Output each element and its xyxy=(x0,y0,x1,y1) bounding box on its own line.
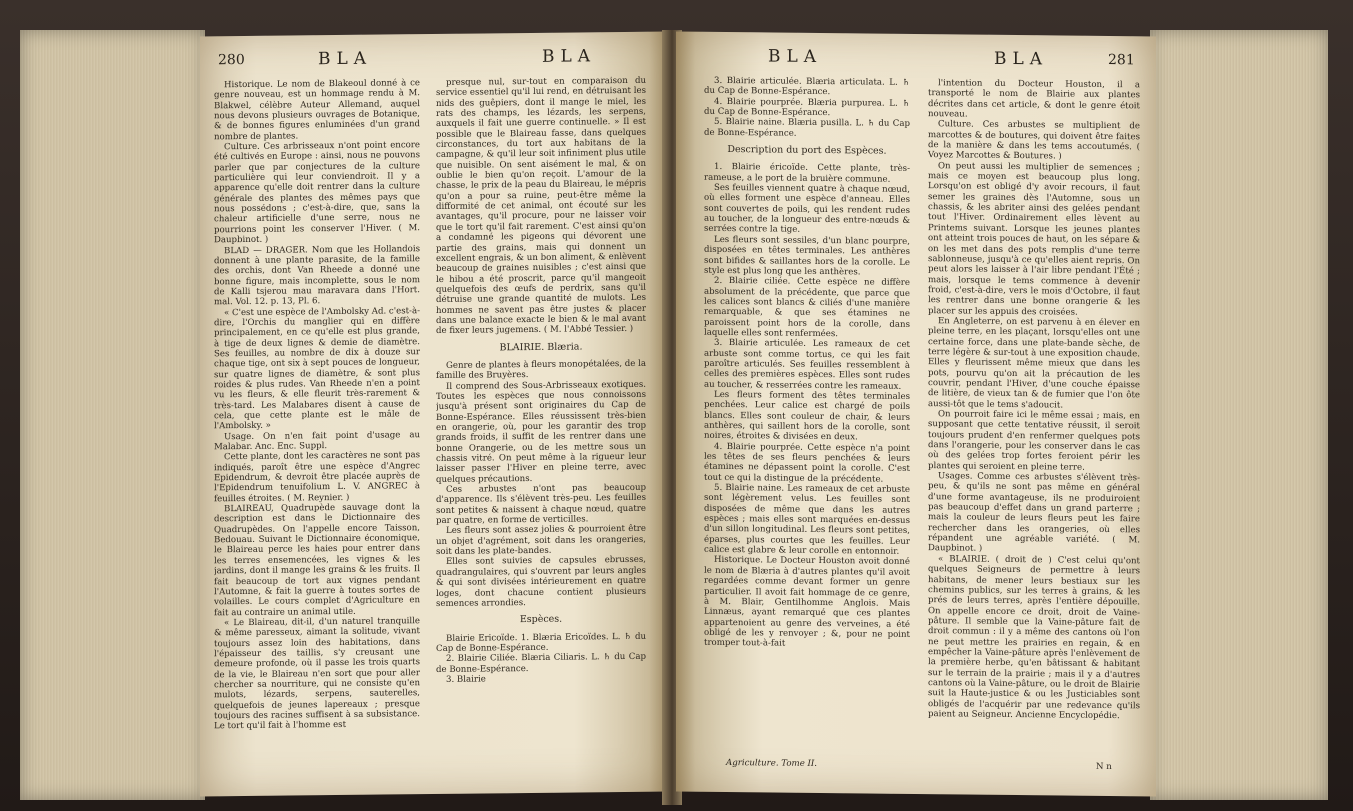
paragraph: « C'est une espèce de l'Ambolsky Ad. c'est-à-dire, l'Orchis du manglier qui en diffère principalement, en ce qu'elle est plus grande, à tige de deux lignes & demie de diamètre. Ses feuilles, au nombre de dix à douze sur chaque tige, ont six à sept pouces de longueur, sur quatre lignes de diamètre, & sont plus roides & plus rudes. Van Rheede n'en a point vu les fleurs, & elle fleurit très-rarement & très-tard. Les Malabares disent à cause de cela, que cette plante est le mâle de l'Ambolsky. » xyxy=(214,305,420,432)
paragraph: 2. Blairie ciliée. Cette espèce ne diffère absolument de la précédente, que parce que les calices sont blancs & ciliés d'une manière remarquable, & que ses étamines ne paroissent point hors de la corolle, dans laquelle elles sont renfermées. xyxy=(704,276,910,340)
paragraph: En Angleterre, on est parvenu à en élever en pleine terre, en les plaçant, lorsqu'elles ont une certaine force, dans une plate-bande sèche, de terre légère & sur-tout à une exposition chaude. Elles y fleurissent même mieux que dans les pots, pourvu qu'on ait la précaution de les couvrir, pendant l'Hiver, d'une couche épaisse de litière, de vieux tan & de fumier que l'on ôte aussi-tôt que le tems s'adoucit. xyxy=(928,316,1140,411)
right-page-edges xyxy=(1150,30,1328,800)
paragraph: Ses feuilles viennent quatre à chaque nœud, où elles forment une espèce d'anneau. Elles sont couvertes de poils, qui les rendent rudes au toucher, de la longueur des entre-nœuds & serrées contre la tige. xyxy=(704,182,910,236)
right-page xyxy=(676,31,1156,796)
paragraph: presque nul, sur-tout en comparaison du service essentiel qu'il lui rend, en détruisant les nids des guêpiers, dont il mange le miel, les rats des champs, les lézards, les serpens, auxquels il fait une guerre continuelle. » Il est possible que le Blaireau fasse, dans quelques circonstances, du tort aux habitans de la campagne, & qu'il leur soit infiniment plus utile que nuisible. On sent aisément le mal, & on oublie le bien qu'on reçoit. L'amour de la chasse, le prix de la peau du Blaireau, le mépris qu'on a pour sa ruine, peut-être même la difformité de cet animal, ont écouté sur les avantages, qu'il procure, pour ne laisser voir que le tort qu'il fait rarement. C'est ainsi qu'on a condamné les pigeons qui dévorent une partie des grains, mais qui donnent un excellent engrais, & un bon aliment, & enlèvent beaucoup de graines nuisibles ; c'est ainsi que le hibou a été proscrit, parce qu'il mangeoit quelquefois des œufs de perdrix, sans qu'il détruise une grande quantité de mulots. Les hommes ne savent pas être justes & placer dans une balance exacte le bien & le mal avant de fixer leurs jugemens. ( M. l'Abbé Tessier. ) xyxy=(436,75,646,337)
paragraph: On pourroit faire ici le même essai ; mais, en supposant que cette tentative réussit, il seroit toujours prudent d'en renfermer quelques pots dans l'orangerie, pour les conserver dans le cas où des gelées trop fortes feroient périr les plantes qui seroient en pleine terre. xyxy=(928,409,1140,473)
right-column-2 xyxy=(928,78,1140,786)
right-running-head-2: BLA xyxy=(994,48,1049,70)
paragraph: Les fleurs forment des têtes terminales penchées. Leur calice est chargé de poils blancs. Elles sont couleur de chair, & leurs anthères, qui saillent hors de la corolle, sont noires, étroites & divisées en deux. xyxy=(704,389,910,443)
paragraph: l'intention du Docteur Houston, il a transporté le nom de Blairie aux plantes décrites dans cet article, & dont le genre étoit nouveau. xyxy=(928,78,1140,120)
paragraph: 3. Blairie articulée. Blæria articulata. L. ♄ du Cap de Bonne-Espérance. xyxy=(704,75,910,98)
paragraph: Historique. Le nom de Blakeoul donné à ce genre nouveau, est un hommage rendu à M. Blakwel, célèbre Auteur Allemand, auquel nous devons plusieurs ouvrages de Botanique, & de bonnes figures enluminées d'un grand nombre de plantes. xyxy=(214,78,420,143)
paragraph: 4. Blairie pourprée. Cette espèce n'a point les têtes de ses fleurs penchées & leurs étamines ne dépassent point la corolle. C'est tout ce qui la distingue de la précédente. xyxy=(704,441,910,485)
paragraph: On peut aussi les multiplier de semences ; mais ce moyen est beaucoup plus long. Lorsqu'on est obligé d'y avoir recours, il faut semer les graines dès l'Automne, sous un chassis, & les abriter ainsi des gelées pendant tout l'Hiver. Ordinairement elles lèvent au Printems suivant. Lorsque les jeunes plantes ont atteint trois pouces de haut, on les sépare & on les met dans des pots remplis d'une terre sablonneuse, jusqu'à ce qu'elles aient repris. On peut alors les laisser à l'air libre pendant l'Été ; mais, lorsque le tems commence à devenir froid, c'est-à-dire, vers le mois d'Octobre, il faut les rentrer dans une bonne orangerie & les placer sur les appuis des croisées. xyxy=(928,160,1140,318)
paragraph: Usages. Comme ces arbustes s'élèvent très-peu, & qu'ils ne sont pas même en général d'une forme avantageuse, ils ne produiroient pas beaucoup d'effet dans un grand parterre ; mais la couleur de leurs fleurs peut les faire rechercher dans les orangeries, où elles répandent une agréable variété. ( M. Daupbinot. ) xyxy=(928,471,1140,555)
right-page-number: 281 xyxy=(1108,52,1135,69)
paragraph: Historique. Le Docteur Houston avoit donné le nom de Blæria à d'autres plantes qu'il avoit regardées comme devant former un genre particulier. Il avoit fait hommage de ce genre, à M. Blair, Gentilhomme Anglois. Mais Linnæus, ayant remarqué que ces plantes appartenoient au genre des verveines, a été obligé de les y renvoyer ; &, pour ne point tromper tout-à-fait xyxy=(704,555,910,649)
paragraph: Genre de plantes à fleurs monopétalées, de la famille des Bruyères. xyxy=(436,358,646,382)
paragraph: Elles sont suivies de capsules ebrusses, quadrangulaires, qui s'ouvrent par leurs angles & qui sont divisées intérieurement en quatre loges, dont chacune contient plusieurs semences arrondies. xyxy=(436,555,646,609)
left-column-2 xyxy=(436,76,646,784)
paragraph: 5. Blairie naine. Les rameaux de cet arbuste sont légèrement velus. Les feuilles sont disposées de même que dans les autres espèces ; mais elles sont marquées en-dessus d'un sillon longitudinal. Les fleurs sont petites, éparses, plus courtes que les feuilles. Leur calice est glabre & leur corolle en entonnoir. xyxy=(704,482,910,557)
paragraph: Blairie Ericoïde. 1. Blæria Ericoïdes. L. ♄ du Cap de Bonne-Espérance. xyxy=(436,631,646,654)
left-page-edges xyxy=(20,30,205,800)
signature-mark: N n xyxy=(1096,761,1112,773)
paragraph: 1. Blairie éricoïde. Cette plante, très-rameuse, a le port de la bruière commune. xyxy=(704,162,910,185)
paragraph: Espèces. xyxy=(519,613,563,626)
paragraph: 5. Blairie naine. Blæria pusilla. L. ♄ du Cap de Bonne-Espérance. xyxy=(704,117,910,139)
paragraph: BLAIRIE. Blæria. xyxy=(499,341,583,353)
paragraph: Cette plante, dont les caractères ne sont pas indiqués, paroît être une espèce d'Angrec Epidendrum, & devroit être placée auprès de l'Epidendrum tenuifolium L. V. ANGREC à feuilles étroites. ( M. Reynier. ) xyxy=(214,450,420,505)
paragraph: Les fleurs sont sessiles, d'un blanc pourpre, disposées en têtes terminales. Les anthères sont bifides & saillantes hors de la corolle. Le style est plus long que les anthères. xyxy=(704,234,910,278)
left-column-1 xyxy=(214,78,420,786)
left-page-header xyxy=(200,46,668,73)
paragraph: Ces arbustes n'ont pas beaucoup d'apparence. Ils s'élèvent très-peu. Les feuilles sont petites & naissent à chaque nœud, quatre par quatre, en forme de verticilles. xyxy=(436,482,646,527)
paragraph: 3. Blairie xyxy=(446,674,486,685)
paragraph: Il comprend des Sous-Arbrisseaux exotiques. Toutes les espèces que nous connoissons jusqu'à présent sont originaires du Cap de Bonne-Espérance. Elles réussissent très-bien en orangerie, où, pour les garantir des trop grands froids, il suffit de les rentrer dans une bonne Orangerie, ou de les mettre sous un chassis vitré. On peut même à la rigueur leur laisser passer l'Hiver en pleine terre, avec quelques précautions. xyxy=(436,379,646,485)
right-column-1 xyxy=(704,76,910,768)
paragraph: Description du port des Espèces. xyxy=(727,144,887,157)
left-running-head-2: BLA xyxy=(542,46,597,67)
paragraph: Les fleurs sont assez jolies & pourroient être un objet d'agrément, soit dans les orangeries, soit dans les plate-bandes. xyxy=(436,524,646,558)
paragraph: Culture. Ces arbustes se multiplient de marcottes & de boutures, qui doivent être faites de la manière & dans les tems accoutumés. ( Voyez Marcottes & Boutures. ) xyxy=(928,119,1140,162)
left-running-head-1: BLA xyxy=(318,48,373,70)
paragraph: 4. Blairie pourprée. Blæria purpurea. L. ♄ du Cap de Bonne-Espérance. xyxy=(704,96,910,119)
right-running-head-1: BLA xyxy=(768,46,823,68)
paragraph: Usage. On n'en fait point d'usage au Malabar. Anc. Enc. Suppl. xyxy=(214,429,420,453)
left-page-number: 280 xyxy=(218,51,245,69)
paragraph: 2. Blairie Ciliée. Blæria Ciliaris. L. ♄ du Cap de Bonne-Espérance. xyxy=(436,651,646,675)
paragraph: BLAIREAU, Quadrupède sauvage dont la description est dans le Dictionnaire des Quadrupèdes. On l'appelle encore Taisson, Bedouau. Suivant le Dictionnaire économique, le Blaireau perce les haies pour entrer dans les terres ensemencées, les vignes & les jardins, dont il mange les grains & les fruits. Il fait beaucoup de tort aux vignes pendant l'Automne, & fait la guerre à toutes sortes de volailles. Le cours complet d'Agriculture en fait au contraire un animal utile. xyxy=(214,502,420,618)
right-page-footer: Agriculture. Tome II. xyxy=(726,758,818,769)
paragraph: « BLAIRIE. ( droit de ) C'est celui qu'ont quelques Seigneurs de permettre à leurs habitans, de mener leurs bestiaux sur les chemins publics, sur les terres à grains, & les prés de leurs terres, après l'entière dépouille. On appelle encore ce droit, droit de Vaine-pâture. Il semble que la Vaine-pâture fait de droit commun : il y a même des cantons où l'on ne peut mettre les prairies en regain, & en empêcher la Vaine-pâture après l'enlèvement de la première herbe, qu'en bâtissant & habitant sur le terrain de la prairie ; mais il y a d'autres cantons où la Vaine-pâture, ou le droit de Blairie suit la Haute-justice & ou les Justiciables sont obligés de l'acquérir par une redevance qu'ils paient au Seigneur. Ancienne Encyclopédie. xyxy=(928,554,1140,722)
left-page xyxy=(200,32,668,797)
paragraph: BLAD — DRAGER. Nom que les Hollandois donnent à une plante parasite, de la famille des orchis, dont Van Rheede a donné une bonne figure, mais incomplette, sous le nom de Kalli tsjerou mau maravara dans l'Hort. mal. Vol. 12. p. 13, Pl. 6. xyxy=(214,243,420,308)
paragraph: 3. Blairie articulée. Les rameaux de cet arbuste sont comme tortus, ce qui les fait paroître articulés. Ses feuilles ressemblent à celles des premières espèces. Elles sont rudes au toucher, & resserrées contre les rameaux. xyxy=(704,338,910,392)
paragraph: « Le Blaireau, dit-il, d'un naturel tranquille & même paresseux, aimant la solitude, vivant toujours assez loin des habitations, dans l'épaisseur des taillis, s'y creusant une demeure profonde, où il passe les trois quarts de la vie, le Blaireau n'en sort que pour aller chercher sa nourriture, qui ne consiste qu'en mulots, lézards, serpens, sauterelles, quelquefois de jeunes lapereaux ; presque toujours des racines suffisent à sa subsistance. Le tort qu'il fait à l'homme est xyxy=(214,616,420,732)
paragraph: Culture. Ces arbrisseaux n'ont point encore été cultivés en Europe : ainsi, nous ne pouvons parler que par conjectures de la culture particulière qui leur conviendroit. Il y a apparence qu'elle doit rentrer dans la culture générale des plantes des mêmes pays que nous possédons ; c'est-à-dire, que, sans la chaleur artificielle d'une serre, nous ne pourrions point les conserver l'Hiver. ( M. Daupbinot. ) xyxy=(214,140,420,246)
right-page-header xyxy=(676,45,1156,72)
